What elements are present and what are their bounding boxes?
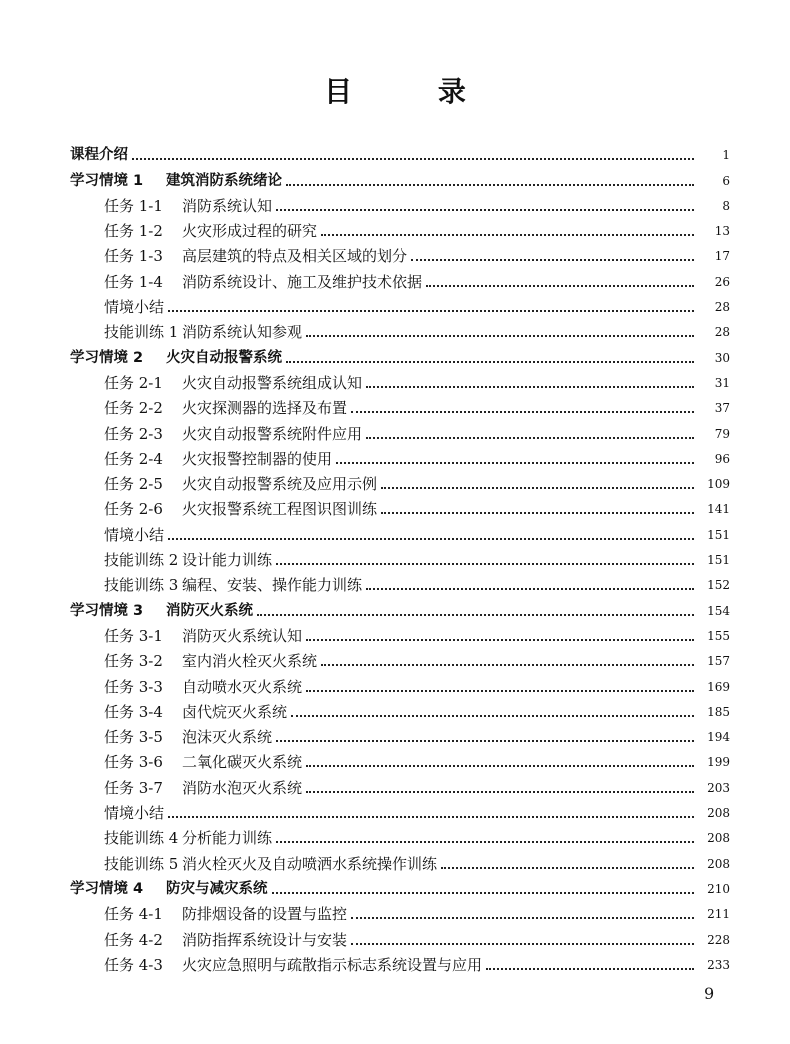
toc-entry-page: 30 bbox=[714, 350, 730, 365]
toc-entry-page: 199 bbox=[707, 755, 730, 770]
toc-entry-page: 151 bbox=[707, 553, 730, 568]
toc-entry[interactable] bbox=[0, 799, 790, 824]
toc-entry-title: 编程、安装、操作能力训练 bbox=[182, 576, 363, 595]
toc-entry-page: 28 bbox=[714, 300, 730, 315]
toc-chapter-entry[interactable] bbox=[0, 141, 790, 166]
dot-leader bbox=[336, 456, 694, 464]
toc-entry[interactable] bbox=[0, 723, 790, 748]
toc-entry[interactable] bbox=[0, 495, 790, 520]
toc-entry[interactable] bbox=[0, 748, 790, 773]
toc-entry-label bbox=[70, 172, 282, 190]
toc-entry[interactable] bbox=[0, 445, 790, 470]
toc-entry-code: 任务 1-2 bbox=[104, 222, 163, 241]
toc-entry-title: 火灾报警控制器的使用 bbox=[182, 449, 333, 468]
dot-leader bbox=[441, 861, 694, 869]
toc-entry-code: 学习情境 2 bbox=[70, 349, 144, 366]
toc-entry[interactable] bbox=[0, 369, 790, 394]
toc-entry-code: 任务 4-2 bbox=[104, 930, 163, 949]
toc-entry-page: 28 bbox=[714, 325, 730, 340]
toc-entry-page: 109 bbox=[707, 477, 730, 492]
toc-entry[interactable] bbox=[0, 546, 790, 571]
dot-leader bbox=[306, 329, 694, 337]
toc-chapter-entry[interactable] bbox=[0, 596, 790, 621]
toc-entry-code: 任务 1-1 bbox=[104, 196, 163, 215]
toc-entry-page: 8 bbox=[722, 198, 730, 213]
toc-entry-code: 任务 4-1 bbox=[104, 905, 163, 924]
toc-entry-page: 1 bbox=[722, 148, 730, 163]
toc-entry-code: 任务 2-2 bbox=[104, 399, 163, 418]
toc-entry[interactable] bbox=[0, 622, 790, 647]
toc-entry-title: 火灾自动报警系统组成认知 bbox=[182, 373, 363, 392]
toc-entry-label bbox=[104, 450, 332, 468]
toc-entry-title: 火灾应急照明与疏散指示标志系统设置与应用 bbox=[182, 955, 483, 974]
toc-entry-label bbox=[104, 678, 302, 696]
dot-leader bbox=[366, 582, 694, 590]
dot-leader bbox=[486, 962, 694, 970]
dot-leader bbox=[276, 835, 694, 843]
toc-entry-label bbox=[104, 551, 272, 569]
toc-entry[interactable] bbox=[0, 267, 790, 292]
toc-entry-page: 203 bbox=[707, 780, 730, 795]
toc-entry-label bbox=[70, 349, 282, 367]
toc-entry-label bbox=[104, 779, 302, 797]
toc-entry-code: 任务 3-4 bbox=[104, 702, 163, 721]
toc-entry-page: 233 bbox=[707, 957, 730, 972]
toc-entry-code: 任务 2-3 bbox=[104, 424, 163, 443]
toc-entry-code: 任务 3-6 bbox=[104, 753, 163, 772]
toc-entry-label bbox=[104, 425, 362, 443]
page-title: 目 录 bbox=[324, 75, 504, 108]
dot-leader bbox=[411, 253, 694, 261]
toc-entry-label bbox=[104, 197, 272, 215]
toc-entry-label bbox=[104, 526, 164, 544]
toc-entry-page: 17 bbox=[714, 249, 730, 264]
toc-entry-title: 情境小结 bbox=[104, 804, 165, 823]
toc-entry-label bbox=[104, 273, 422, 291]
toc-entry-title: 消火栓灭火及自动喷洒水系统操作训练 bbox=[182, 854, 438, 873]
dot-leader bbox=[276, 734, 694, 742]
dot-leader bbox=[366, 431, 694, 439]
toc-entry-page: 141 bbox=[707, 502, 730, 517]
toc-entry-page: 155 bbox=[707, 628, 730, 643]
toc-entry-code: 任务 1-3 bbox=[104, 247, 163, 266]
dot-leader bbox=[381, 481, 694, 489]
dot-leader bbox=[168, 304, 694, 312]
toc-entry-page: 152 bbox=[707, 578, 730, 593]
toc-entry-page: 37 bbox=[714, 401, 730, 416]
dot-leader bbox=[366, 380, 694, 388]
toc-entry[interactable] bbox=[0, 672, 790, 697]
toc-entry-title: 泡沫灭火系统 bbox=[182, 728, 273, 747]
toc-entry[interactable] bbox=[0, 192, 790, 217]
toc-entry-label bbox=[104, 956, 482, 974]
toc-entry-title: 消防系统设计、施工及维护技术依据 bbox=[182, 272, 423, 291]
toc-entry-page: 210 bbox=[707, 881, 730, 896]
toc-entry-label bbox=[104, 804, 164, 822]
toc-entry-code: 技能训练 3 bbox=[104, 576, 179, 595]
toc-entry[interactable] bbox=[0, 571, 790, 596]
toc-entry-page: 13 bbox=[714, 224, 730, 239]
toc-entry-code: 学习情境 3 bbox=[70, 602, 144, 619]
dot-leader bbox=[381, 506, 694, 514]
toc-entry-page: 79 bbox=[714, 426, 730, 441]
toc-entry[interactable] bbox=[0, 470, 790, 495]
dot-leader bbox=[306, 759, 694, 767]
toc-entry-page: 96 bbox=[714, 451, 730, 466]
toc-entry-label bbox=[70, 146, 128, 164]
toc-entry-label bbox=[70, 602, 253, 620]
toc-entry-title: 消防灭火系统 bbox=[166, 602, 253, 619]
toc-entry-title: 火灾自动报警系统附件应用 bbox=[182, 424, 363, 443]
page-number: 9 bbox=[704, 984, 715, 1003]
toc-entry-label bbox=[104, 905, 347, 923]
toc-entry-label bbox=[104, 753, 302, 771]
toc-entry[interactable] bbox=[0, 900, 790, 925]
toc-entry-label bbox=[104, 627, 302, 645]
toc-entry-label bbox=[104, 222, 317, 240]
toc-entry-label bbox=[104, 931, 347, 949]
toc-entry[interactable] bbox=[0, 698, 790, 723]
toc-entry-label bbox=[104, 323, 302, 341]
toc-entry-code: 任务 1-4 bbox=[104, 272, 163, 291]
dot-leader bbox=[257, 608, 694, 616]
toc-entry-title: 消防灭火系统认知 bbox=[182, 626, 303, 645]
toc-entry-title: 分析能力训练 bbox=[182, 829, 273, 848]
toc-entry[interactable] bbox=[0, 419, 790, 444]
toc-entry[interactable] bbox=[0, 773, 790, 798]
toc-entry-label bbox=[104, 855, 437, 873]
toc-entry-title: 高层建筑的特点及相关区域的划分 bbox=[182, 247, 408, 266]
dot-leader bbox=[168, 532, 694, 540]
toc-entry[interactable] bbox=[0, 520, 790, 545]
toc-entry-title: 情境小结 bbox=[104, 525, 165, 544]
toc-entry-code: 学习情境 4 bbox=[70, 880, 144, 897]
toc-entry-label bbox=[104, 576, 362, 594]
toc-entry[interactable] bbox=[0, 293, 790, 318]
toc-entry-label bbox=[70, 880, 268, 898]
toc-entry-code: 任务 2-6 bbox=[104, 500, 163, 519]
toc-entry-code: 任务 3-2 bbox=[104, 652, 163, 671]
toc-entry-page: 211 bbox=[707, 907, 730, 922]
toc-entry-code: 技能训练 1 bbox=[104, 323, 179, 342]
toc-entry-title: 自动喷水灭火系统 bbox=[182, 677, 303, 696]
dot-leader bbox=[321, 228, 694, 236]
toc-chapter-entry[interactable] bbox=[0, 875, 790, 900]
toc-entry-code: 技能训练 4 bbox=[104, 829, 179, 848]
toc-entry-page: 31 bbox=[714, 375, 730, 390]
toc-entry-title: 设计能力训练 bbox=[182, 551, 273, 570]
toc-entry-title: 火灾自动报警系统及应用示例 bbox=[182, 475, 378, 494]
toc-entry-label bbox=[104, 475, 377, 493]
toc-entry-title: 二氧化碳灭火系统 bbox=[182, 753, 303, 772]
toc-entry-page: 228 bbox=[707, 932, 730, 947]
toc-entry-title: 课程介绍 bbox=[70, 147, 128, 164]
dot-leader bbox=[286, 355, 694, 363]
toc-entry[interactable] bbox=[0, 824, 790, 849]
dot-leader bbox=[351, 405, 694, 413]
toc-entry-page: 169 bbox=[707, 679, 730, 694]
toc-entry[interactable] bbox=[0, 394, 790, 419]
toc-entry-code: 技能训练 5 bbox=[104, 854, 179, 873]
dot-leader bbox=[306, 785, 694, 793]
toc-entry-page: 154 bbox=[707, 603, 730, 618]
dot-leader bbox=[276, 557, 694, 565]
dot-leader bbox=[168, 810, 694, 818]
toc-entry-page: 151 bbox=[707, 527, 730, 542]
toc-entry[interactable] bbox=[0, 951, 790, 976]
toc-entry-code: 学习情境 1 bbox=[70, 172, 144, 189]
toc-entry-title: 卤代烷灭火系统 bbox=[182, 702, 288, 721]
toc-entry-title: 消防指挥系统设计与安装 bbox=[182, 930, 348, 949]
toc-entry[interactable] bbox=[0, 242, 790, 267]
toc-entry[interactable] bbox=[0, 849, 790, 874]
toc-entry-title: 火灾报警系统工程图识图训练 bbox=[182, 500, 378, 519]
toc-entry-page: 194 bbox=[707, 730, 730, 745]
toc-chapter-entry[interactable] bbox=[0, 166, 790, 191]
toc-entry[interactable] bbox=[0, 647, 790, 672]
toc-entry-page: 157 bbox=[707, 654, 730, 669]
toc-entry-page: 208 bbox=[707, 856, 730, 871]
toc-entry-code: 任务 4-3 bbox=[104, 955, 163, 974]
dot-leader bbox=[351, 911, 694, 919]
toc-entry-code: 任务 3-3 bbox=[104, 677, 163, 696]
toc-entry-page: 185 bbox=[707, 704, 730, 719]
dot-leader bbox=[321, 658, 694, 666]
toc-entry-title: 消防系统认知 bbox=[182, 196, 273, 215]
toc-entry-label bbox=[104, 399, 347, 417]
table-of-contents bbox=[0, 141, 790, 976]
toc-entry-code: 任务 2-1 bbox=[104, 373, 163, 392]
dot-leader bbox=[132, 152, 694, 160]
toc-entry-title: 室内消火栓灭火系统 bbox=[182, 652, 318, 671]
dot-leader bbox=[306, 633, 694, 641]
toc-entry-title: 火灾自动报警系统 bbox=[166, 349, 282, 366]
toc-entry-label bbox=[104, 728, 272, 746]
toc-entry-label bbox=[104, 247, 407, 265]
toc-entry-page: 208 bbox=[707, 831, 730, 846]
toc-entry-page: 208 bbox=[707, 806, 730, 821]
toc-entry-title: 消防水泡灭火系统 bbox=[182, 778, 303, 797]
toc-entry-label bbox=[104, 652, 317, 670]
toc-entry-label bbox=[104, 500, 377, 518]
toc-entry-title: 火灾探测器的选择及布置 bbox=[182, 399, 348, 418]
toc-entry-label bbox=[104, 829, 272, 847]
toc-entry[interactable] bbox=[0, 217, 790, 242]
toc-entry-code: 任务 3-5 bbox=[104, 728, 163, 747]
dot-leader bbox=[426, 279, 694, 287]
dot-leader bbox=[306, 684, 694, 692]
toc-entry-title: 防灾与减灾系统 bbox=[166, 880, 268, 897]
dot-leader bbox=[291, 709, 694, 717]
toc-entry-page: 6 bbox=[722, 173, 730, 188]
dot-leader bbox=[286, 178, 694, 186]
toc-entry-code: 技能训练 2 bbox=[104, 551, 179, 570]
dot-leader bbox=[351, 937, 694, 945]
toc-entry-code: 任务 2-5 bbox=[104, 475, 163, 494]
toc-entry-code: 任务 2-4 bbox=[104, 449, 163, 468]
dot-leader bbox=[272, 886, 695, 894]
toc-entry-title: 建筑消防系统绪论 bbox=[166, 172, 282, 189]
toc-entry-label bbox=[104, 374, 362, 392]
toc-entry-label bbox=[104, 703, 287, 721]
toc-chapter-entry[interactable] bbox=[0, 343, 790, 368]
toc-entry-label bbox=[104, 298, 164, 316]
toc-entry-code: 任务 3-1 bbox=[104, 626, 163, 645]
toc-entry-page: 26 bbox=[714, 274, 730, 289]
toc-entry-title: 防排烟设备的设置与监控 bbox=[182, 905, 348, 924]
toc-entry-title: 火灾形成过程的研究 bbox=[182, 222, 318, 241]
toc-entry-code: 任务 3-7 bbox=[104, 778, 163, 797]
toc-entry-title: 消防系统认知参观 bbox=[182, 323, 303, 342]
dot-leader bbox=[276, 203, 694, 211]
toc-entry-title: 情境小结 bbox=[104, 298, 165, 317]
toc-entry[interactable] bbox=[0, 318, 790, 343]
toc-entry[interactable] bbox=[0, 925, 790, 950]
